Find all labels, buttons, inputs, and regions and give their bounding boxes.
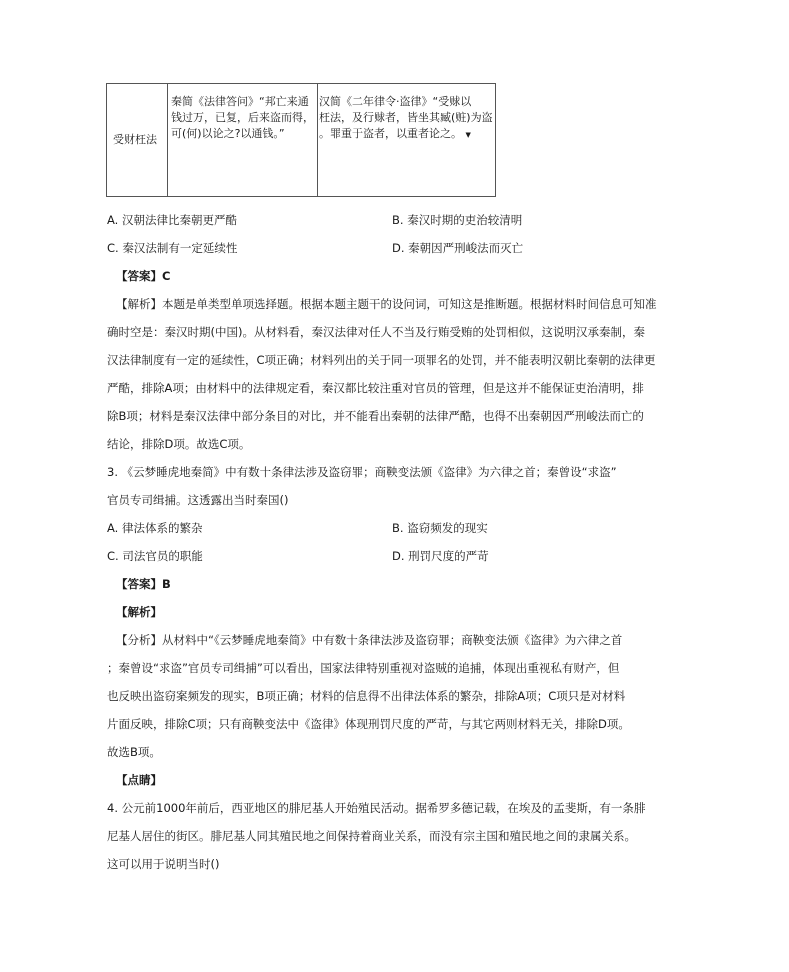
q2-analysis-line: 严酷，排除A项；由材料中的法律规定看，秦汉都比较注重对官员的管理，但是这并不能保证吏治清明，排 bbox=[107, 381, 644, 395]
q2-option-c: C. 秦汉法制有一定延续性 bbox=[107, 241, 238, 255]
table-cell-line: 汉简《二年律令·盗律》“受赇以 bbox=[319, 95, 472, 108]
cursor-marker: ▼ bbox=[465, 131, 471, 139]
q3-analysis-heading: 【解析】 bbox=[116, 605, 162, 619]
table-cell-line: 枉法，及行赇者，皆坐其臧(赃)为盗 bbox=[319, 111, 493, 124]
table-cell-line: 钱过万，已复，后来盗而得， bbox=[171, 111, 314, 124]
table-divider bbox=[167, 84, 168, 196]
table-cell-line: 秦简《法律答问》“邦亡来通 bbox=[171, 95, 309, 108]
comparison-table bbox=[106, 83, 496, 197]
q4-stem-line: 尼基人居住的街区。腓尼基人同其殖民地之间保持着商业关系，而没有宗主国和殖民地之间的隶属关系。 bbox=[107, 829, 636, 843]
q3-analysis-line: 片面反映，排除C项；只有商鞅变法中《盗律》体现刑罚尺度的严苛，与其它两则材料无关，排除D项。 bbox=[107, 717, 630, 731]
q2-option-b: B. 秦汉时期的吏治较清明 bbox=[392, 213, 523, 227]
q2-analysis-line: 确时空是：秦汉时期(中国)。从材料看，秦汉法律对任人不当及行贿受贿的处罚相似，这说明汉承秦制，秦 bbox=[107, 325, 645, 339]
table-cell-qin bbox=[171, 94, 314, 142]
q3-analysis-line: 【分析】从材料中“《云梦睡虎地秦简》中有数十条律法涉及盗窃罪；商鞅变法颁《盗律》为六律之首 bbox=[116, 633, 623, 647]
table-row-label: 受财枉法 bbox=[113, 133, 157, 146]
q3-analysis-line: ；秦曾设“求盗”官员专司缉捕”可以看出，国家法律特别重视对盗贼的追捕，体现出重视私有财产，但 bbox=[107, 661, 620, 675]
q3-analysis-line: 故选B项。 bbox=[107, 745, 161, 759]
q3-stem-line: 官员专司缉捕。这透露出当时秦国() bbox=[107, 493, 289, 507]
q2-analysis-line: 除B项；材料是秦汉法律中部分条目的对比，并不能看出秦朝的法律严酷，也得不出秦朝因严刑峻法而亡的 bbox=[107, 409, 644, 423]
table-cell-text: 。罪重于盗者，以重者论之。 bbox=[319, 127, 462, 140]
table-cell-line: 可(何)以论之?以通钱。” bbox=[171, 127, 285, 140]
q3-comment-heading: 【点睛】 bbox=[116, 773, 162, 787]
q3-analysis-line: 也反映出盗窃案频发的现实，B项正确；材料的信息得不出律法体系的繁杂，排除A项；C项只是对材料 bbox=[107, 689, 626, 703]
q2-analysis-line: 【解析】本题是单类型单项选择题。根据本题主题干的设问词，可知这是推断题。根据材料时间信息可知准 bbox=[116, 297, 657, 311]
q3-option-a: A. 律法体系的繁杂 bbox=[107, 521, 203, 535]
q2-analysis-line: 结论，排除D项。故选C项。 bbox=[107, 437, 251, 451]
table-divider bbox=[317, 84, 318, 196]
q2-analysis-line: 汉法律制度有一定的延续性，C项正确；材料列出的关于同一项罪名的处罚，并不能表明汉朝比秦朝的法律更 bbox=[107, 353, 656, 367]
table-cell-han bbox=[319, 94, 495, 143]
table-cell-line bbox=[319, 126, 495, 143]
q2-option-a: A. 汉朝法律比秦朝更严酷 bbox=[107, 213, 237, 227]
q2-answer: 【答案】C bbox=[116, 269, 171, 283]
q3-option-b: B. 盗窃频发的现实 bbox=[392, 521, 488, 535]
q3-option-d: D. 刑罚尺度的严苛 bbox=[392, 549, 489, 563]
q2-option-d: D. 秦朝因严刑峻法而灭亡 bbox=[392, 241, 524, 255]
q3-stem-line: 3. 《云梦睡虎地秦简》中有数十条律法涉及盗窃罪；商鞅变法颁《盗律》为六律之首；秦曾设“求盗” bbox=[107, 465, 617, 479]
q3-answer: 【答案】B bbox=[116, 577, 171, 591]
q4-stem-line: 这可以用于说明当时() bbox=[107, 857, 220, 871]
q3-option-c: C. 司法官员的职能 bbox=[107, 549, 203, 563]
q4-stem-line: 4. 公元前1000年前后，西亚地区的腓尼基人开始殖民活动。据希罗多德记载，在埃及的孟斐斯，有一条腓 bbox=[107, 801, 646, 815]
